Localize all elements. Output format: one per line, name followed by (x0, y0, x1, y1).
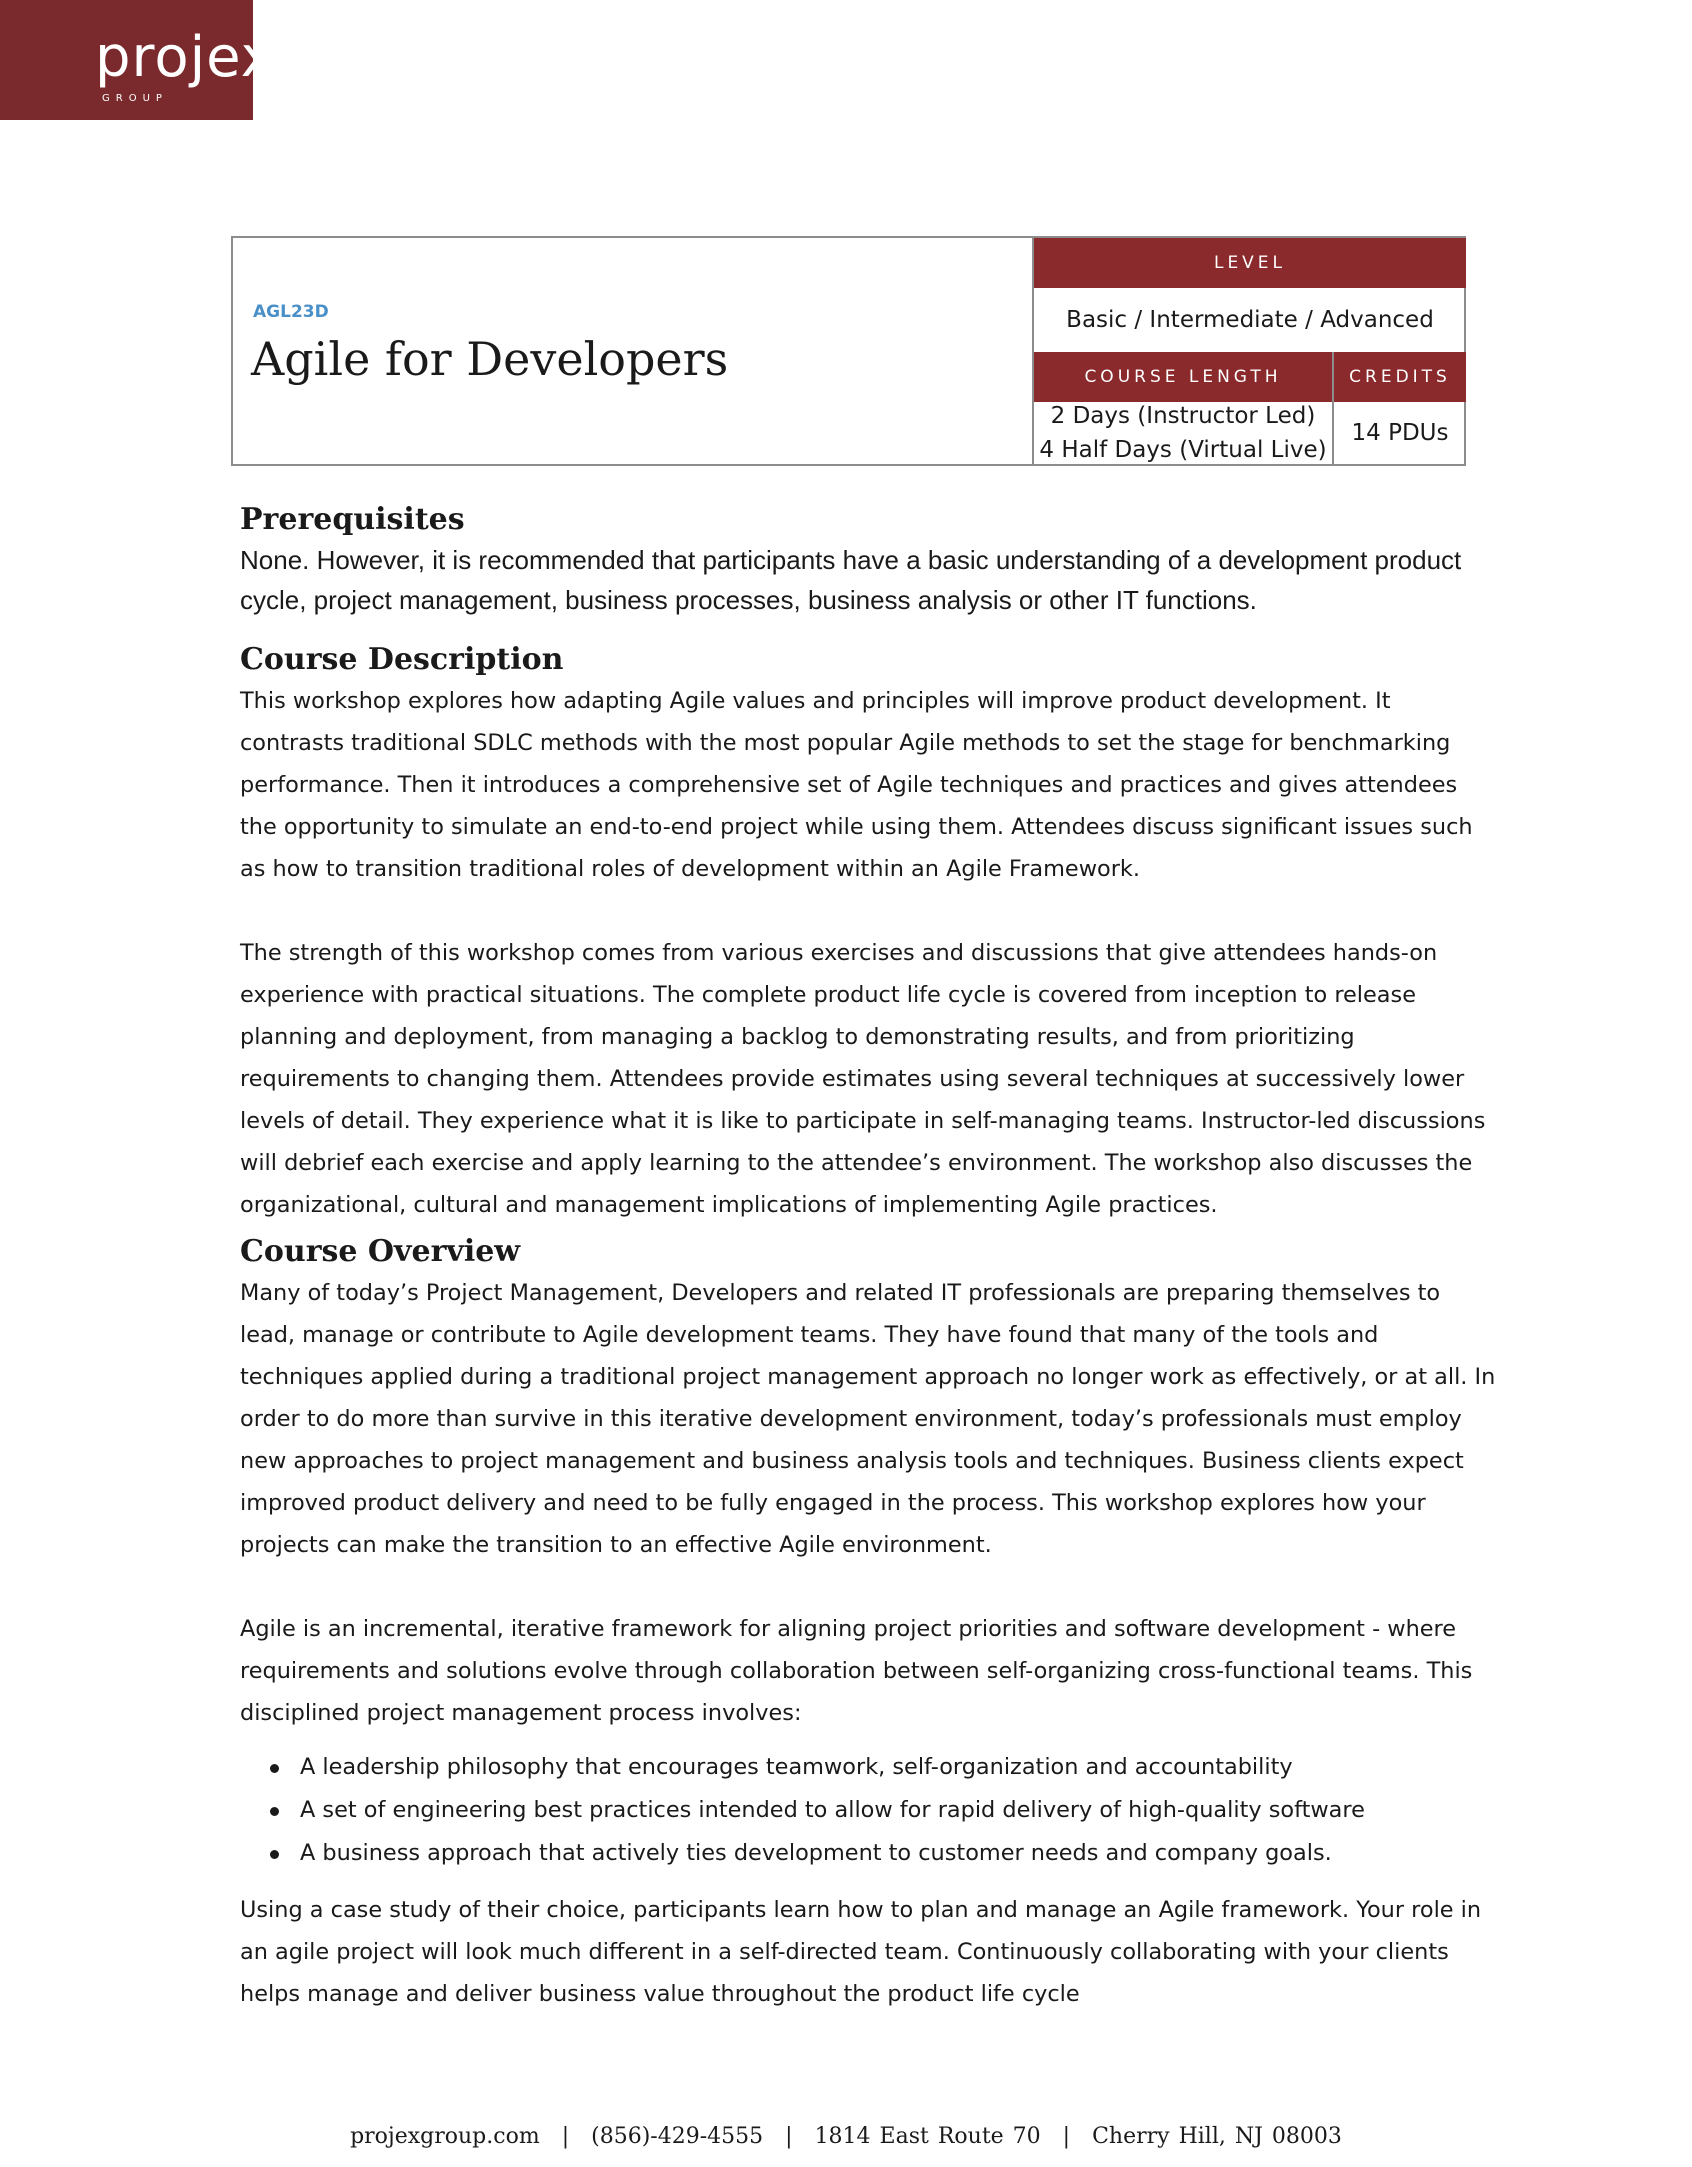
footer-phone: (856)-429-4555 (591, 2124, 764, 2149)
bullet-icon (270, 1764, 279, 1773)
course-description-paragraph-2: The strength of this workshop comes from various exercises and discussions that give attendees hands-on experience with practical situations. The complete product life cycle is covered from inception to release planning and deployment, from managing a backlog to demonstrating results, and from prioritizing requirements to changing them. Attendees provide estimates using several techniques at successively lower levels of detail. They experience what it is like to participate in self-managing teams. Instructor-led discussions will debrief each exercise and apply learning to the attendee’s environment. The workshop also discusses the organizational, cultural and management implications of implementing Agile practices. (240, 940, 1486, 1218)
course-length-line-1: 2 Days (Instructor Led) (1050, 403, 1316, 429)
list-item-text: A leadership philosophy that encourages teamwork, self-organization and accountability (300, 1754, 1293, 1780)
footer-city: Cherry Hill, NJ 08003 (1092, 2124, 1342, 2149)
bullet-icon (270, 1850, 279, 1859)
level-label: LEVEL (1034, 238, 1466, 288)
credits-label: CREDITS (1334, 352, 1466, 402)
course-title: Agile for Developers (251, 332, 729, 386)
footer-website[interactable]: projexgroup.com (350, 2124, 540, 2149)
course-length-value (1034, 402, 1332, 464)
footer-address: 1814 East Route 70 (814, 2124, 1041, 2149)
logo-wordmark: projex (95, 25, 275, 90)
footer-separator: | (1062, 2124, 1071, 2149)
prerequisites-heading: Prerequisites (240, 502, 465, 537)
document-body (240, 500, 1500, 2015)
prerequisites-text: None. However, it is recommended that participants have a basic understanding of a development product cycle, project management, business processes, business analysis or other IT functions. (240, 545, 1462, 615)
footer-separator: | (561, 2124, 570, 2149)
course-description-heading: Course Description (240, 642, 564, 677)
footer-separator: | (785, 2124, 793, 2149)
company-logo (0, 0, 275, 120)
bullet-icon (270, 1807, 279, 1816)
course-description-paragraph-1: This workshop explores how adapting Agile values and principles will improve product development. It contrasts traditional SDLC methods with the most popular Agile methods to set the stage for benchmarking performance. Then it introduces a comprehensive set of Agile techniques and practices and gives attendees the opportunity to simulate an end-to-end project while using them. Attendees discuss significant issues such as how to transition traditional roles of development within an Agile Framework. (240, 688, 1473, 882)
list-item (240, 1746, 1500, 1789)
list-item-text: A set of engineering best practices intended to allow for rapid delivery of high-quality software (300, 1797, 1365, 1823)
list-item-text: A business approach that actively ties development to customer needs and company goals. (300, 1840, 1332, 1866)
course-info-panel (1032, 238, 1466, 464)
course-length-label: COURSE LENGTH (1034, 352, 1332, 402)
list-item (240, 1832, 1500, 1875)
page-footer (0, 2124, 1692, 2149)
course-overview-paragraph-2: Agile is an incremental, iterative framework for aligning project priorities and software development - where requirements and solutions evolve through collaboration between self-organizing cross-functional teams. This disciplined project management process involves: (240, 1616, 1473, 1726)
credits-value: 14 PDUs (1351, 420, 1449, 446)
course-header-table (231, 236, 1466, 466)
course-length-line-2: 4 Half Days (Virtual Live) (1039, 437, 1327, 463)
process-bullet-list (240, 1746, 1500, 1875)
course-overview-paragraph-1: Many of today’s Project Management, Developers and related IT professionals are preparing themselves to lead, manage or contribute to Agile development teams. They have found that many of the tools and techniques applied during a traditional project management approach no longer work as effectively, or at all. In order to do more than survive in this iterative development environment, today’s professionals must employ new approaches to project management and business analysis tools and techniques. Business clients expect improved product delivery and need to be fully engaged in the process. This workshop explores how your projects can make the transition to an effective Agile environment. (240, 1280, 1496, 1558)
logo-subtitle: GROUP (102, 93, 168, 104)
course-overview-heading: Course Overview (240, 1234, 521, 1269)
course-overview-paragraph-3: Using a case study of their choice, participants learn how to plan and manage an Agile framework. Your role in an agile project will look much different in a self-directed team. Continuously collaborating with your clients helps manage and deliver business value throughout the product life cycle (240, 1897, 1482, 2007)
course-code: AGL23D (253, 302, 329, 322)
level-value: Basic / Intermediate / Advanced (1066, 307, 1434, 333)
list-item (240, 1789, 1500, 1832)
